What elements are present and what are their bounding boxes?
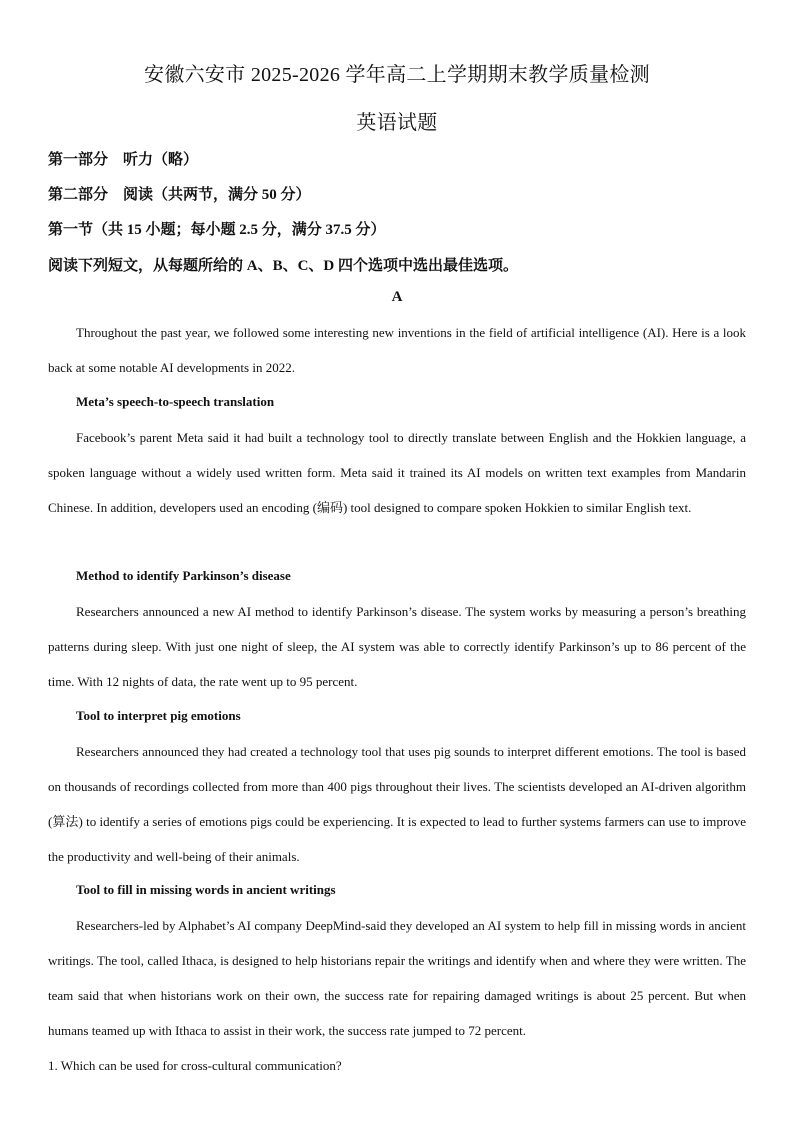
section-heading-pig-emotions: Tool to interpret pig emotions <box>76 708 241 723</box>
section-text-pig-emotions: Researchers announced they had created a technology tool that uses pig sounds to interpret different emotions. The tool is based on thousands of recordings collected from more than 400 pigs throughout their lives. The scientists developed an AI-driven algorithm (算法) to identify a series of emotions pigs could be experiencing. It is expected to lead to further systems farmers can use to improve the productivity and well-being of their animals. <box>48 744 746 864</box>
section-heading-parkinsons: Method to identify Parkinson’s disease <box>76 568 291 583</box>
exam-title: 安徽六安市 2025-2026 学年高二上学期期末教学质量检测 <box>144 64 650 86</box>
part-one-heading: 第一部分 听力（略） <box>48 152 199 168</box>
exam-subtitle: 英语试题 <box>356 112 438 134</box>
section-text-ithaca: Researchers-led by Alphabet’s AI company DeepMind-said they developed an AI system to help fill in missing words in ancient writings. The tool, called Ithaca, is designed to help historians repair the writings and identify when and where they were written. The team said that when historians work on their own, the success rate for repairing damaged writings is about 25 percent. But when humans teamed up with Ithaca to assist in their work, the success rate jumped to 72 percent. <box>48 918 746 1038</box>
section-text-meta: Facebook’s parent Meta said it had built a technology tool to directly translate between English and the Hokkien language, a spoken language without a widely used written form. Meta said it trained its AI models on written text examples from Mandarin Chinese. In addition, developers used an encoding (编码) tool designed to compare spoken Hokkien to similar English text. <box>48 430 746 515</box>
section-heading-meta: Meta’s speech-to-speech translation <box>76 394 275 409</box>
part-two-heading: 第二部分 阅读（共两节，满分 50 分） <box>48 187 311 203</box>
passage-label: A <box>391 289 403 305</box>
section-text-parkinsons: Researchers announced a new AI method to identify Parkinson’s disease. The system works by measuring a person’s breathing patterns during sleep. With just one night of sleep, the AI system was able to correctly identify Parkinson’s up to 86 percent of the time. With 12 nights of data, the rate went up to 95 percent. <box>48 604 746 689</box>
intro-paragraph: Throughout the past year, we followed some interesting new inventions in the field of artificial intelligence (AI). Here is a look back at some notable AI developments in 2022. <box>48 325 746 375</box>
section-one-heading: 第一节（共 15 小题；每小题 2.5 分，满分 37.5 分） <box>48 222 386 238</box>
question-1: 1. Which can be used for cross-cultural communication? <box>48 1058 342 1073</box>
reading-instruction: 阅读下列短文，从每题所给的 A、B、C、D 四个选项中选出最佳选项。 <box>48 258 519 274</box>
section-heading-ithaca: Tool to fill in missing words in ancient writings <box>76 882 336 897</box>
